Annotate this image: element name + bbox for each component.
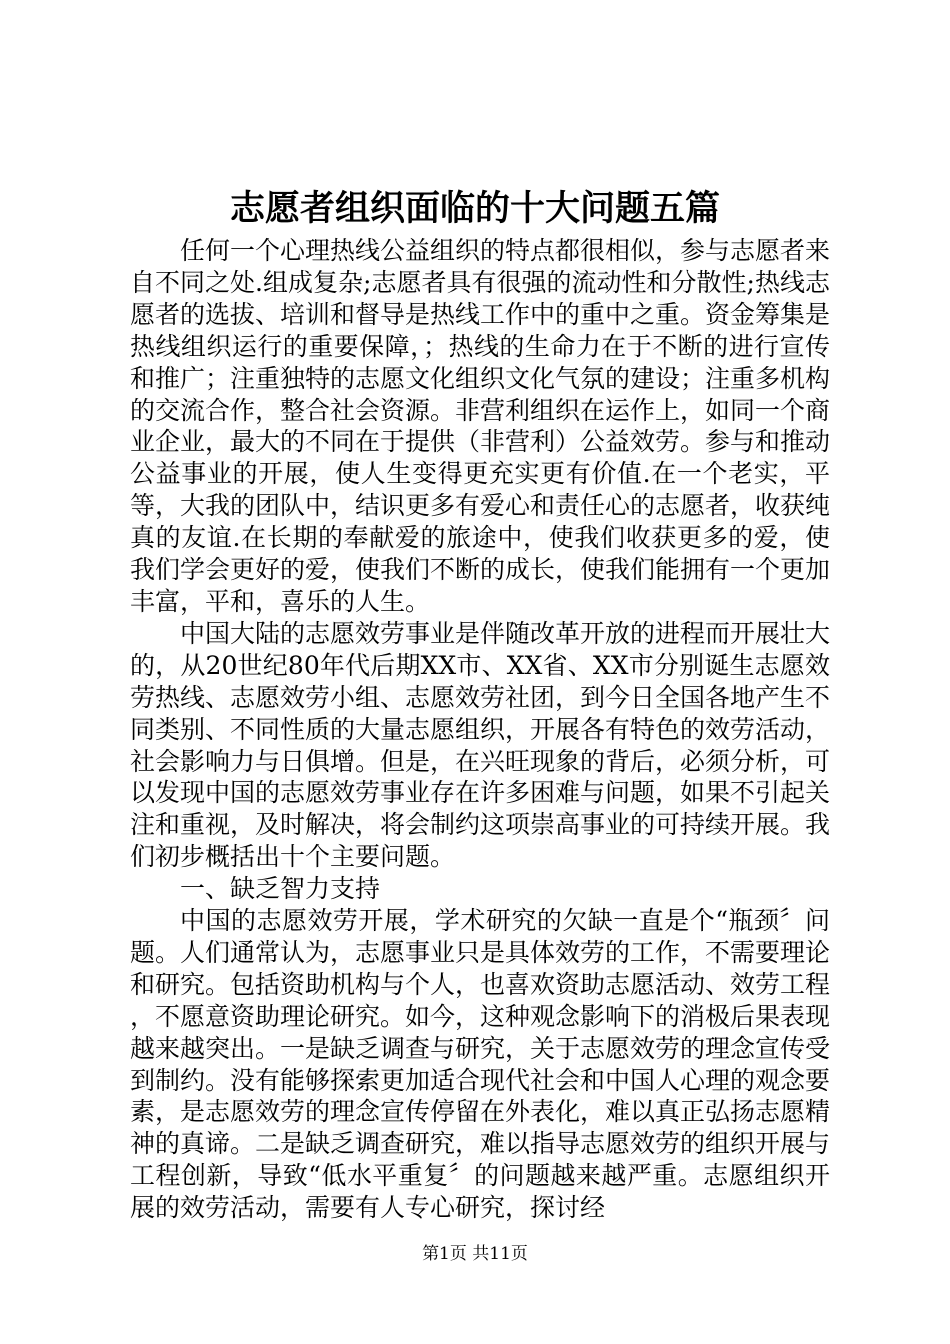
section-heading-1: 一、缺乏智力支持 [180, 874, 381, 904]
paragraph-intro: 任何一个心理热线公益组织的特点都很相似，参与志愿者来自不同之处.组成复杂;志愿者具有很强的流动性和分散性;热线志愿者的选拔、培训和督导是热线工作中的重中之重。资金筹集是热线组织运行的重要保障，；热线的生命力在于不断的进行宣传和推广；注重独特的志愿文化组织文化气氛的建设；注重多机构的交流合作，整合社会资源。非营利组织在运作上，如同一个商业企业，最大的不同在于提供（非营利）公益效劳。参与和推动公益事业的开展，使人生变得更充实更有价值.在一个老实，平等，大我的团队中，结识更多有爱心和责任心的志愿者，收获纯真的友谊.在长期的奉献爱的旅途中，使我们收获更多的爱，使我们学会更好的爱，使我们不断的成长，使我们能拥有一个更加丰富，平和，喜乐的人生。 [130, 236, 831, 616]
paragraph-section-1: 中国的志愿效劳开展，学术研究的欠缺一直是个“瓶颈〞问题。人们通常认为，志愿事业只是具体效劳的工作，不需要理论和研究。包括资助机构与个人，也喜欢资助志愿活动、效劳工程，不愿意资助理论研究。如今，这种观念影响下的消极后果表现越来越突出。一是缺乏调查与研究，关于志愿效劳的理念宣传受到制约。没有能够探索更加适合现代社会和中国人心理的观念要素，是志愿效劳的理念宣传停留在外表化，难以真正弘扬志愿精神的真谛。二是缺乏调查研究，难以指导志愿效劳的组织开展与工程创新，导致“低水平重复〞的问题越来越严重。志愿组织开展的效劳活动，需要有人专心研究，探讨经 [130, 906, 831, 1223]
document-title: 志愿者组织面临的十大问题五篇 [229, 188, 720, 229]
document-body [130, 235, 830, 1224]
paragraph-background: 中国大陆的志愿效劳事业是伴随改革开放的进程而开展壮大的，从20世纪80年代后期XX市、XX省、XX市分别诞生志愿效劳热线、志愿效劳小组、志愿效劳社团，到今日全国各地产生不同类别、不同性质的大量志愿组织，开展各有特色的效劳活动，社会影响力与日俱增。但是，在兴旺现象的背后，必须分析，可以发现中国的志愿效劳事业存在许多困难与问题，如果不引起关注和重视，及时解决，将会制约这项崇高事业的可持续开展。我们初步概括出十个主要问题。 [130, 618, 831, 872]
page-footer: 第1页 共11页 [422, 1244, 528, 1264]
